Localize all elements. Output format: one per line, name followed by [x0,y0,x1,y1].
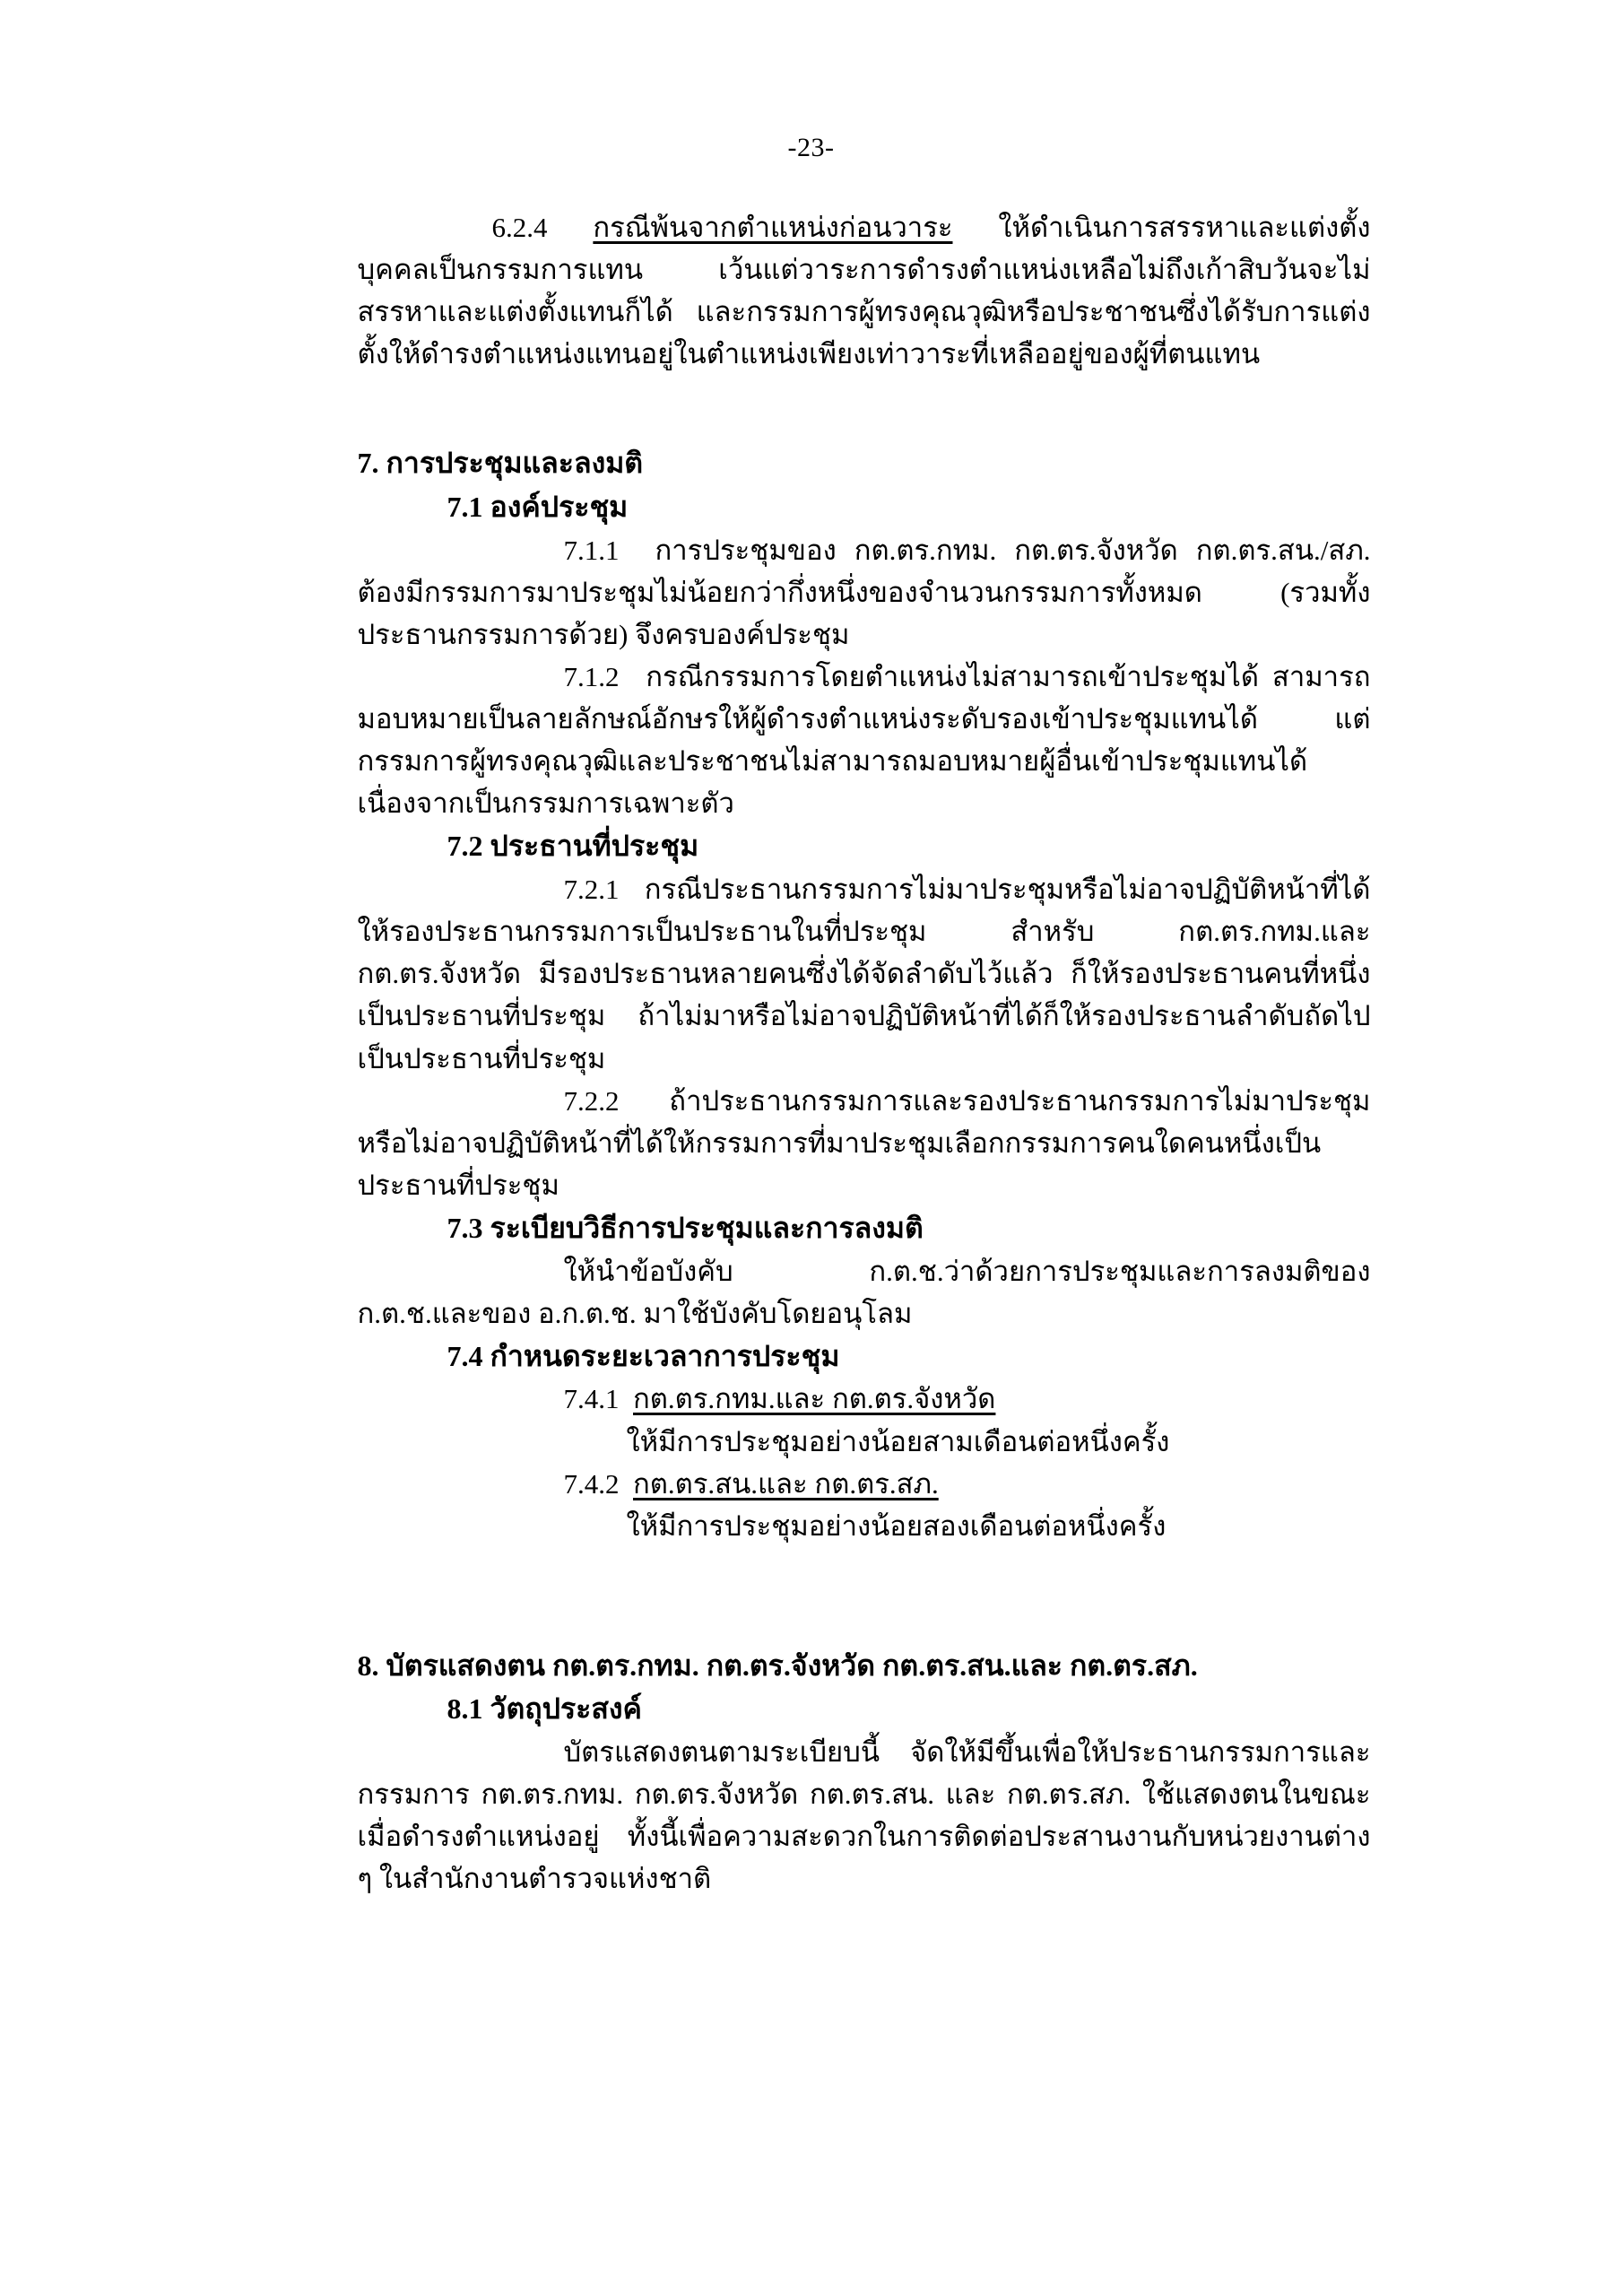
heading-section-7-2: 7.2 ประธานที่ประชุม [447,830,699,863]
heading-section-7-3: 7.3 ระเบียบวิธีการประชุมและการลงมติ [447,1211,924,1244]
paragraph-7-4-2-title [358,1463,1371,1505]
heading-section-7: 7. การประชุมและลงมติ [357,447,644,480]
spacer-text [620,874,645,905]
paragraph-7-4-1-title [358,1378,1371,1420]
paragraph-7-1-2 [358,656,1371,824]
paragraph-7-4-2-body: ให้มีการประชุมอย่างน้อยสองเดือนต่อหนึ่งครั้ง [626,1509,1167,1542]
spacer-text [620,1383,634,1414]
heading-section-7-1: 7.1 องค์ประชุม [447,491,629,524]
spacer-text [620,1468,634,1500]
clause-number-7-1-2: 7.1.2 [563,661,620,693]
clause-title-6-2-4: กรณีพ้นจากตำแหน่งก่อนวาระ [593,212,953,243]
spacer-text [953,212,999,243]
spacer-text [620,661,646,692]
spacer-text [548,212,594,243]
clause-number-7-1-1: 7.1.1 [563,534,620,566]
spacer-text [620,1085,670,1117]
clause-body-7-1-1: การประชุมของ กต.ตร.กทม. กต.ตร.จังหวัด กต.ตร.สน./สภ. ต้องมีกรรมการมาประชุมไม่น้อยกว่ากึ่งหนึ่งของจำนวนกรรมการทั้งหมด (รวมทั้งประธานกรรมการด้วย) จึงครบองค์ประชุม [357,534,1371,650]
clause-title-7-4-1: กต.ตร.กทม.และ กต.ตร.จังหวัด [633,1383,996,1415]
spacer-text [620,535,655,566]
paragraph-7-2-1 [358,868,1371,1080]
clause-number-7-4-1: 7.4.1 [563,1383,620,1415]
clause-number-7-2-2: 7.2.2 [563,1084,620,1117]
paragraph-7-3-body: ให้นำข้อบังคับ ก.ต.ช.ว่าด้วยการประชุมและการลงมติของ ก.ต.ช.และของ อ.ก.ต.ช. มาใช้บังคับโดยอนุโลม [357,1255,1371,1329]
spacer [358,163,1371,206]
spacer [358,1547,1371,1644]
page-number: -23- [787,133,835,162]
clause-number-7-4-2: 7.4.2 [563,1467,620,1500]
page-content [252,163,1371,1900]
clause-title-7-4-2: กต.ตร.สน.และ กต.ตร.สภ. [633,1467,939,1500]
spacer [358,375,1371,441]
paragraph-8-1-body: บัตรแสดงตนตามระเบียบนี้ จัดให้มีขึ้นเพื่อให้ประธานกรรมการและกรรมการ กต.ตร.กทม. กต.ตร.จังหวัด กต.ตร.สน. และ กต.ตร.สภ. ใช้แสดงตนในขณะเมื่อดำรงตำแหน่งอยู่ ทั้งนี้เพื่อความสะดวกในการติดต่อประสานงานกับหน่วยงานต่าง ๆ ในสำนักงานตำรวจแห่งชาติ [357,1736,1371,1895]
clause-body-6-2-4: ให้ดำเนินการสรรหาและแต่งตั้งบุคคลเป็นกรรมการแทน เว้นแต่วาระการดำรงตำแหน่งเหลือไม่ถึงเก้าสิบวันจะไม่สรรหาและแต่งตั้งแทนก็ได้ และกรรมการผู้ทรงคุณวุฒิหรือประชาชนซึ่งได้รับการแต่งตั้งให้ดำรงตำแหน่งแทนอยู่ในตำแหน่งเพียงเท่าวาระที่เหลืออยู่ของผู้ที่ตนแทน [357,212,1371,370]
paragraph-7-2-2 [358,1080,1371,1206]
heading-section-7-4: 7.4 กำหนดระยะเวลาการประชุม [447,1339,840,1372]
heading-section-8-1: 8.1 วัตถุประสงค์ [447,1692,642,1726]
paragraph-7-4-1-body: ให้มีการประชุมอย่างน้อยสามเดือนต่อหนึ่งครั้ง [626,1425,1170,1457]
clause-body-7-2-1: กรณีประธานกรรมการไม่มาประชุมหรือไม่อาจปฏิบัติหน้าที่ได้ให้รองประธานกรรมการเป็นประธานในที่ประชุม สำหรับ กต.ตร.กทม.และ กต.ตร.จังหวัด มีรองประธานหลายคนซึ่งได้จัดลำดับไว้แล้ว ก็ให้รองประธานคนที่หนึ่งเป็นประธานที่ประชุม ถ้าไม่มาหรือไม่อาจปฏิบัติหน้าที่ได้ก็ให้รองประธานลำดับถัดไปเป็นประธานที่ประชุม [357,874,1371,1074]
clause-body-7-2-2: ถ้าประธานกรรมการและรองประธานกรรมการไม่มาประชุมหรือไม่อาจปฏิบัติหน้าที่ได้ให้กรรมการที่มาประชุมเลือกกรรมการคนใดคนหนึ่งเป็นประธานที่ประชุม [357,1084,1371,1201]
paragraph-6-2-4 [358,206,1371,375]
paragraph-7-1-1 [358,529,1371,656]
clause-body-7-1-2: กรณีกรรมการโดยตำแหน่งไม่สามารถเข้าประชุมได้ สามารถมอบหมายเป็นลายลักษณ์อักษรให้ผู้ดำรงตำแหน่งระดับรองเข้าประชุมแทนได้ แต่กรรมการผู้ทรงคุณวุฒิและประชาชนไม่สามารถมอบหมายผู้อื่นเข้าประชุมแทนได้เนื่องจากเป็นกรรมการเฉพาะตัว [357,661,1371,820]
clause-number-7-2-1: 7.2.1 [563,874,620,906]
heading-section-8: 8. บัตรแสดงตน กต.ตร.กทม. กต.ตร.จังหวัด กต.ตร.สน.และ กต.ตร.สภ. [357,1648,1198,1682]
clause-number-6-2-4: 6.2.4 [491,212,548,243]
